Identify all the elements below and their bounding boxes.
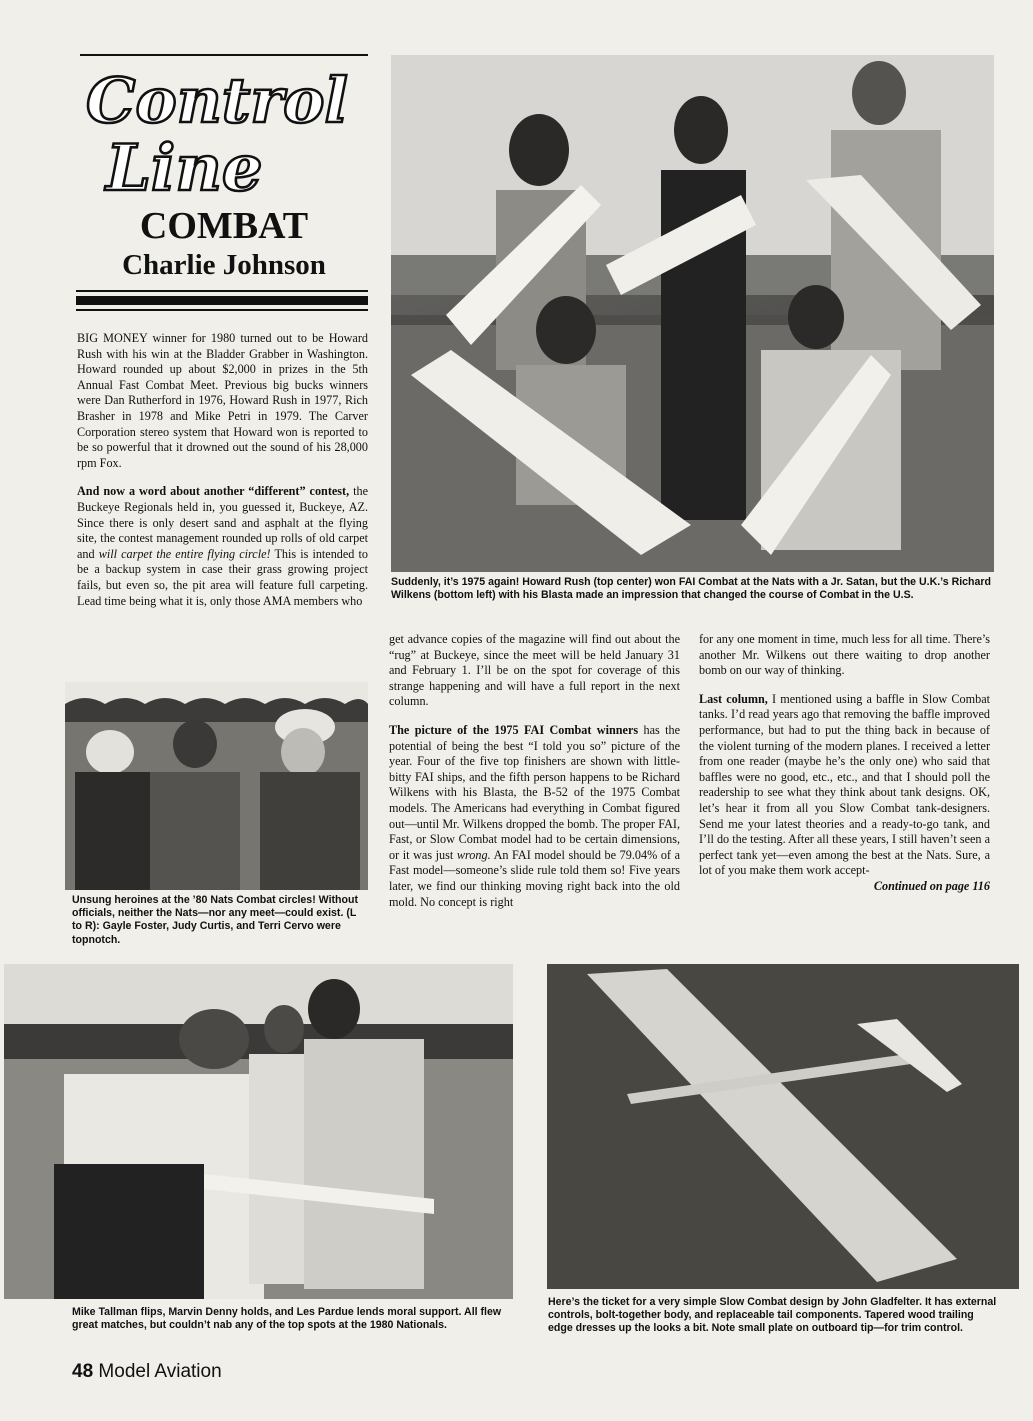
title-line2: Line [106, 131, 263, 206]
photo-unsung-heroines [65, 682, 368, 890]
paragraph-1975-picture: The picture of the 1975 FAI Combat winners has the potential of being the best “I told you so” picture of the year. Four of the five top finishers are shown with little-bitty FAI ships, and the fifth person happens to be Richard Wilkens with his Blasta, the B-52 of the 1975 Combat models. The Americans had everything in Combat figured out—until Mr. Wilkens dropped the bomb. The proper FAI, Fast, or Slow Combat model had to be certain dimensions, or it was just wrong. An FAI model should be 79.04% of a Fast model—someone’s slide rule told them so! Five years later, we find our thinking moving right back into the old mold. No concept is right [389, 722, 680, 909]
column-name: COMBAT [139, 205, 309, 247]
paragraph-rug: get advance copies of the magazine will find out about the “rug” at Buckeye, since the meet will be held January 31 and February 1. I’ll be on the spot for coverage of this strange happening and will have a full report in the next column. [389, 632, 680, 709]
page-number: 48 [72, 1361, 94, 1382]
caption-model-photo: Here’s the ticket for a very simple Slow Combat design by John Gladfelter. It has external controls, bolt-together body, and replaceable tail components. Tapered wood trailing edge dresses up the looks a bit. Note small plate on outboard tip—for trim control. [548, 1296, 997, 1335]
title-rule-3 [76, 309, 368, 311]
paragraph-baffle: Last column, I mentioned using a baffle in Slow Combat tanks. I’d read years ago that removing the baffle improved performance, but had to put the thing back in because of the violent turning of the modern planes. I received a letter from one reader (maybe he’s the only one) who said that baffles were no good, etc., etc., and that I should poll the readership to see what they think about tank designs. OK, let’s hear it from all you Slow Combat tank-designers. Send me your latest theories and a ready-to-go tank, and I’ll do the testing. After all these years, I still haven’t seen a perfect tank yet—even among the best at the Nats. Sure, a lot of you make them work accept- [699, 691, 990, 878]
magazine-name: Model Aviation [98, 1361, 222, 1382]
title-rule-2 [76, 296, 368, 305]
title-rule-1 [76, 290, 368, 292]
paragraph-big-money: BIG MONEY winner for 1980 turned out to be Howard Rush with his win at the Bladder Grabber in Washington. Howard rounded up about $2,000 in prizes in the 5th Annual Fast Combat Meet. Previous big bucks winners were Dan Rutherford in 1976, Howard Rush in 1977, Rich Brasher in 1978 and Mike Petri in 1979. The Carver Corporation stereo system that Howard won is reported to be so powerful that it drowned out the sound of his 28,000 rpm Fox. [77, 331, 368, 470]
paragraph-buckeye: And now a word about another “different” contest, the Buckeye Regionals held in, you guessed it, Buckeye, AZ. Since there is only desert sand and asphalt at the flying site, the contest management rounded up rolls of old carpet and will carpet the entire flying circle! This is intended to be a backup system in case their grass growing project fails, but even so, the pit area will feature full carpeting. Lead time being what it is, only those AMA members who [77, 484, 369, 608]
text-column-1 [77, 331, 368, 622]
paragraph-wilkens: for any one moment in time, much less for all time. There’s another Mr. Wilkens out there waiting to drop another bomb on our way of thinking. [699, 632, 990, 678]
caption-heroines-photo: Unsung heroines at the ’80 Nats Combat circles! Without officials, neither the Nats—nor any meet—could exist. (L to R): Gayle Foster, Judy Curtis, and Terri Cervo were topnotch. [72, 894, 358, 946]
page-footer [72, 1360, 222, 1384]
title-line1: Control [86, 64, 348, 137]
lead-in-picture: The picture of the 1975 FAI Combat winners [389, 722, 639, 737]
lead-in-buckeye: And now a word about another “different” contest, [77, 484, 350, 499]
continued-on-page: Continued on page 116 [873, 878, 990, 893]
column-logo [78, 56, 370, 206]
caption-top-photo: Suddenly, it’s 1975 again! Howard Rush (top center) won FAI Combat at the Nats with a Jr. Satan, but the U.K.’s Richard Wilkens (bottom left) with his Blasta made an impression that changed the course of Combat in the U.S. [391, 576, 992, 602]
text-column-2 [389, 632, 680, 923]
photo-field-group [4, 964, 513, 1299]
text-column-3 [699, 632, 990, 895]
caption-field-photo: Mike Tallman flips, Marvin Denny holds, and Les Pardue lends moral support. All flew great matches, but couldn’t nab any of the top spots at the 1980 Nationals. [72, 1306, 502, 1332]
author-name: Charlie Johnson [122, 249, 326, 281]
lead-in-last-column: Last column, [699, 691, 768, 706]
photo-1975-fai-winners [391, 55, 994, 572]
photo-slow-combat-model [547, 964, 1019, 1289]
